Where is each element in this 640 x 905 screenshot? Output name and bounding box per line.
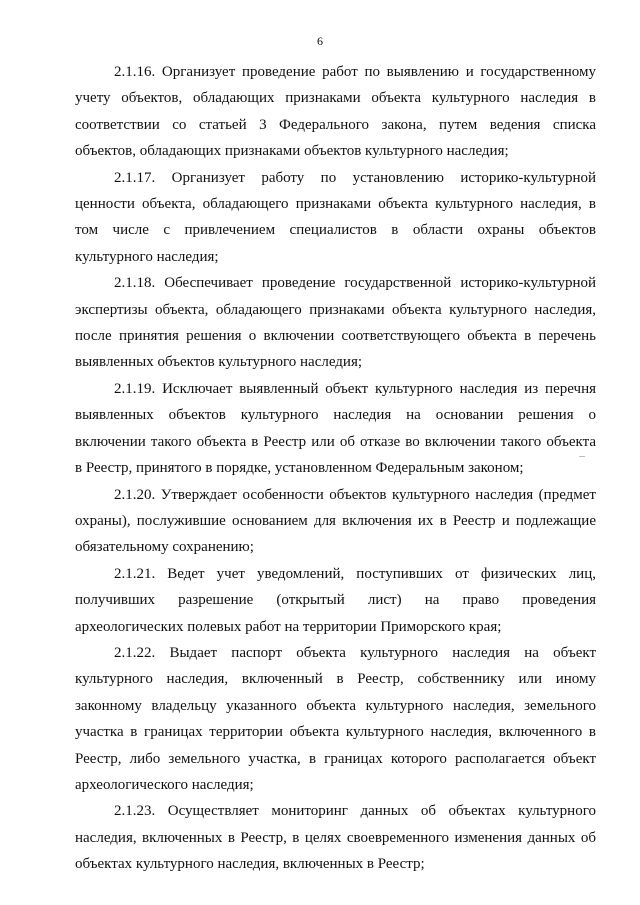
paragraph-line: 2.1.18. Обеспечивает проведение государственной историко-культурной bbox=[114, 275, 596, 292]
paragraph-line: наследия, включенных в Реестр, в целях своевременного изменения данных об bbox=[75, 829, 596, 846]
paragraph-line: объектах культурного наследия, включенных в Реестр; bbox=[75, 856, 425, 873]
paragraph-2-1-23 bbox=[75, 798, 596, 877]
paragraph-2-1-16 bbox=[75, 59, 596, 165]
paragraph-2-1-18 bbox=[75, 270, 596, 376]
paragraph-line: археологического наследия; bbox=[75, 776, 254, 793]
paragraph-2-1-21 bbox=[75, 561, 596, 640]
paragraph-2-1-20 bbox=[75, 482, 596, 561]
paragraph-line: обязательному сохранению; bbox=[75, 539, 254, 556]
paragraph-line: 2.1.20. Утверждает особенности объектов культурного наследия (предмет bbox=[114, 486, 596, 503]
paragraph-line: учету объектов, обладающих признаками объекта культурного наследия в bbox=[75, 90, 596, 107]
paragraph-line: 2.1.21. Ведет учет уведомлений, поступивших от физических лиц, bbox=[114, 565, 596, 582]
paragraph-line: объектов, обладающих признаками объектов культурного наследия; bbox=[75, 143, 509, 160]
paragraph-line: после принятия решения о включении соответствующего объекта в перечень bbox=[75, 328, 596, 345]
paragraph-line: законному владельцу указанного объекта культурного наследия, земельного bbox=[75, 697, 596, 714]
paragraph-line: Реестр, либо земельного участка, в границах которого располагается объект bbox=[75, 750, 596, 767]
paragraph-line: включении такого объекта в Реестр или об отказе во включении такого объекта bbox=[75, 433, 596, 450]
document-body bbox=[75, 59, 596, 878]
paragraph-line: охраны), послужившие основанием для включения их в Реестр и подлежащие bbox=[75, 512, 596, 529]
paragraph-line: выявленных объектов культурного наследия; bbox=[75, 354, 363, 371]
paragraph-line: культурного наследия, включенный в Реестр, собственнику или иному bbox=[75, 671, 596, 688]
scan-artifact-mark bbox=[579, 456, 585, 457]
paragraph-2-1-17 bbox=[75, 165, 596, 271]
paragraph-line: 2.1.23. Осуществляет мониторинг данных об объектах культурного bbox=[114, 803, 596, 820]
paragraph-line: ценности объекта, обладающего признаками объекта культурного наследия, в bbox=[75, 196, 596, 213]
page-number: 6 bbox=[317, 34, 323, 48]
paragraph-line: том числе с привлечением специалистов в области охраны объектов bbox=[75, 222, 596, 239]
paragraph-2-1-19 bbox=[75, 376, 596, 482]
paragraph-line: получивших разрешение (открытый лист) на право проведения bbox=[75, 592, 596, 609]
paragraph-2-1-22 bbox=[75, 640, 596, 798]
paragraph-line: участка в границах территории объекта культурного наследия, включенного в bbox=[75, 724, 596, 741]
paragraph-line: археологических полевых работ на территории Приморского края; bbox=[75, 618, 502, 635]
paragraph-line: в Реестр, принятого в порядке, установленном Федеральным законом; bbox=[75, 460, 524, 477]
paragraph-line: культурного наследия; bbox=[75, 248, 219, 265]
paragraph-line: 2.1.17. Организует работу по установлению историко-культурной bbox=[114, 169, 596, 186]
paragraph-line: выявленных объектов культурного наследия на основании решения о bbox=[75, 407, 596, 424]
paragraph-line: соответствии со статьей 3 Федерального закона, путем ведения списка bbox=[75, 116, 596, 133]
paragraph-line: 2.1.19. Исключает выявленный объект культурного наследия из перечня bbox=[114, 380, 596, 397]
paragraph-line: 2.1.22. Выдает паспорт объекта культурного наследия на объект bbox=[114, 644, 596, 661]
paragraph-line: экспертизы объекта, обладающего признаками объекта культурного наследия, bbox=[75, 301, 596, 318]
paragraph-line: 2.1.16. Организует проведение работ по выявлению и государственному bbox=[114, 64, 596, 80]
